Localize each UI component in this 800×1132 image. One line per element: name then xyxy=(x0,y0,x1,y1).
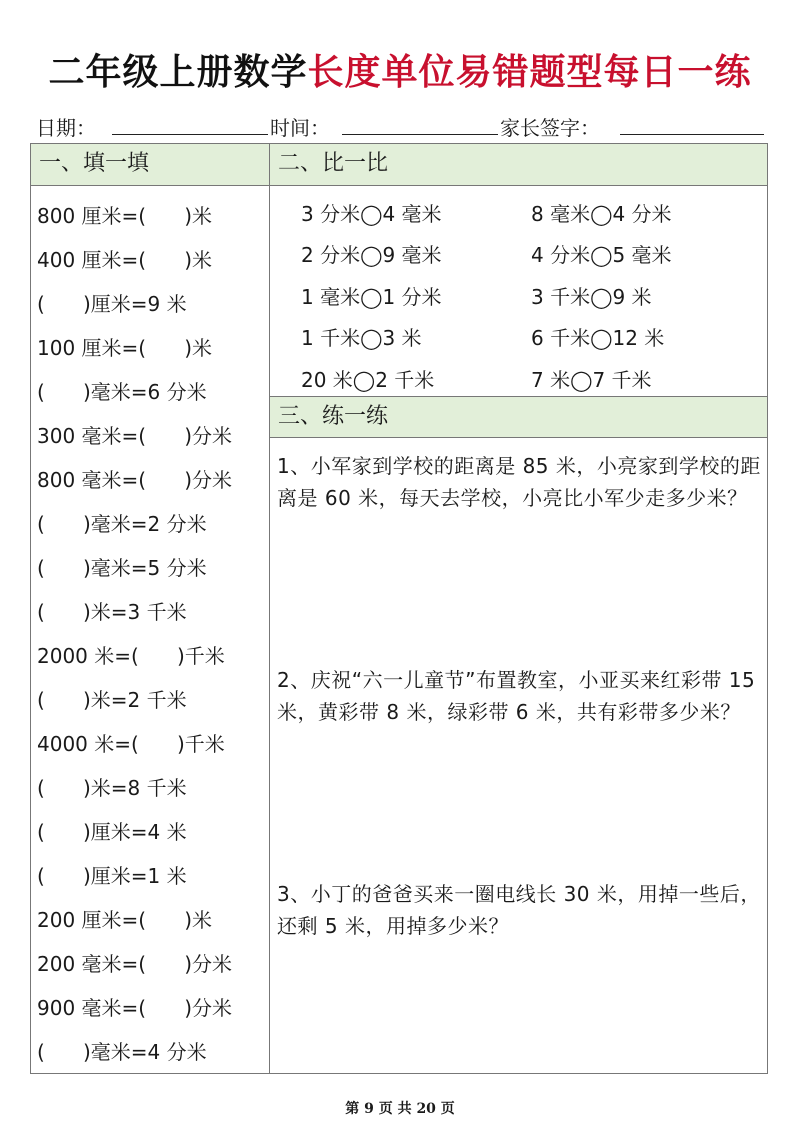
fill-item: 200 毫米=( )分米 xyxy=(37,952,233,976)
fill-item: ( )厘米=4 米 xyxy=(37,820,187,844)
fill-item: ( )厘米=9 米 xyxy=(37,292,187,316)
section3-heading: 三、练一练 xyxy=(270,396,767,438)
section1-heading: 一、填一填 xyxy=(31,144,269,186)
title-grade: 二年级上册数学 xyxy=(48,52,308,93)
fill-item: ( )厘米=1 米 xyxy=(37,864,187,888)
fill-item: 800 厘米=( )米 xyxy=(37,204,213,228)
fill-item: ( )米=2 千米 xyxy=(37,688,187,712)
date-label: 日期： xyxy=(36,116,96,140)
fill-item: 200 厘米=( )米 xyxy=(37,908,213,932)
compare-item: 1 千米◯3 米 xyxy=(301,326,422,350)
date-field[interactable] xyxy=(112,134,268,135)
compare-item: 20 米◯2 千米 xyxy=(301,368,435,392)
fill-item: 4000 米=( )千米 xyxy=(37,732,225,756)
sign-label: 家长签字： xyxy=(500,116,600,140)
fill-item: 2000 米=( )千米 xyxy=(37,644,225,668)
fill-item: ( )米=3 千米 xyxy=(37,600,187,624)
word-problem-2: 2、庆祝“六一儿童节”布置教室，小亚买来红彩带 15 米，黄彩带 8 米，绿彩带 6 米，共有彩带多少米？ xyxy=(277,668,756,724)
meta-row xyxy=(36,108,764,138)
fill-item: 800 毫米=( )分米 xyxy=(37,468,233,492)
page-title xyxy=(0,44,800,95)
sign-field[interactable] xyxy=(620,134,764,135)
compare-item: 3 千米◯9 米 xyxy=(531,285,652,309)
fill-item: ( )毫米=4 分米 xyxy=(37,1040,207,1064)
compare-item: 4 分米◯5 毫米 xyxy=(531,243,672,267)
title-topic: 长度单位易错题型每日一练 xyxy=(307,52,752,93)
worksheet-table xyxy=(30,143,768,1074)
compare-item: 7 米◯7 千米 xyxy=(531,368,652,392)
compare-item: 1 毫米◯1 分米 xyxy=(301,285,442,309)
fill-item: ( )毫米=2 分米 xyxy=(37,512,207,536)
fill-item: ( )毫米=6 分米 xyxy=(37,380,207,404)
compare-item: 8 毫米◯4 分米 xyxy=(531,202,672,226)
page-number: 第 9 页 共 20 页 xyxy=(345,1101,455,1117)
time-field[interactable] xyxy=(342,134,498,135)
time-label: 时间： xyxy=(270,116,330,140)
fill-item: 300 毫米=( )分米 xyxy=(37,424,233,448)
fill-item: 900 毫米=( )分米 xyxy=(37,996,233,1020)
compare-item: 2 分米◯9 毫米 xyxy=(301,243,442,267)
section2-heading: 二、比一比 xyxy=(270,144,767,186)
column-divider xyxy=(269,144,270,1073)
fill-item: 100 厘米=( )米 xyxy=(37,336,213,360)
fill-item: 400 厘米=( )米 xyxy=(37,248,213,272)
fill-item: ( )米=8 千米 xyxy=(37,776,187,800)
compare-item: 6 千米◯12 米 xyxy=(531,326,665,350)
word-problem-1: 1、小军家到学校的距离是 85 米，小亮家到学校的距离是 60 米，每天去学校，小亮比小军少走多少米？ xyxy=(277,454,761,510)
word-problem-3: 3、小丁的爸爸买来一圈电线长 30 米，用掉一些后，还剩 5 米，用掉多少米？ xyxy=(277,882,761,938)
compare-item: 3 分米◯4 毫米 xyxy=(301,202,442,226)
fill-item: ( )毫米=5 分米 xyxy=(37,556,207,580)
